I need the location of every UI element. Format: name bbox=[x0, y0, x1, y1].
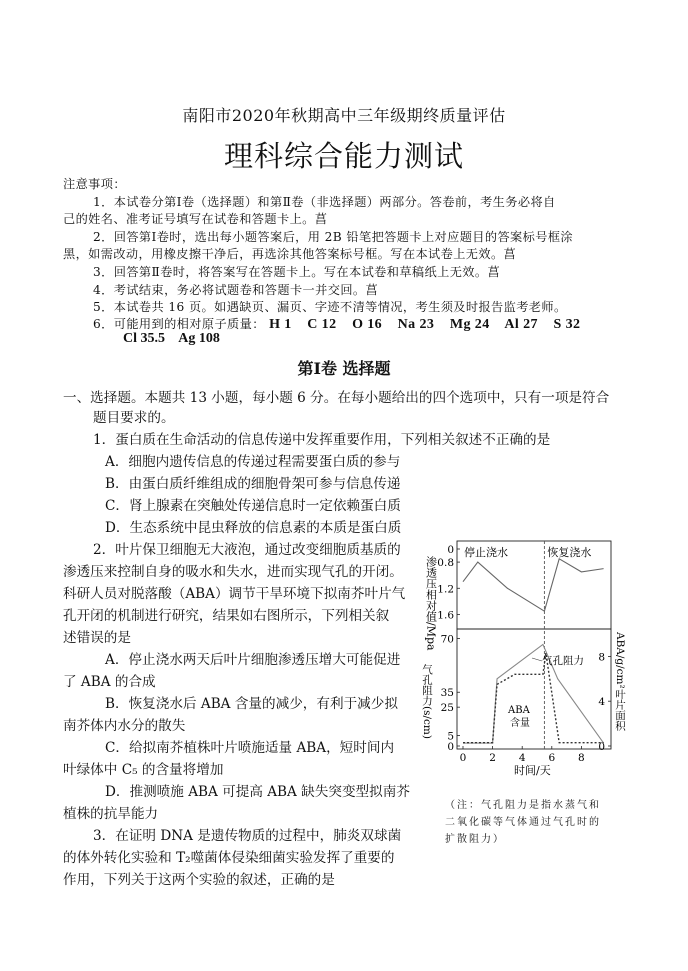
upper-y-tick-label: 0 bbox=[447, 544, 454, 556]
upper-y-label: 渗透压相对值/Mpa bbox=[424, 556, 438, 651]
q2-option-b-line-1: B．恢复浇水后 ABA 含量的减少，有利于减少拟 bbox=[105, 696, 398, 712]
q2-option-c-line-1: C．给拟南芥植株叶片喷施适量 ABA，短时间内 bbox=[105, 740, 395, 756]
phase-label-stop-water: 停止浇水 bbox=[464, 546, 508, 559]
q3-stem-line-1: 3．在证明 DNA 是遗传物质的过程中，肺炎双球菌 bbox=[93, 828, 402, 844]
part1-intro-line-b: 题目要求的。 bbox=[93, 410, 175, 426]
upper-y-tick-label: 1.2 bbox=[437, 583, 454, 596]
q1-stem: 1．蛋白质在生命活动的信息传递中发挥重要作用，下列相关叙述不正确的是 bbox=[93, 432, 551, 448]
annotation-stomatal-resistance: 气孔阻力 bbox=[542, 655, 584, 667]
x-tick-label: 6 bbox=[548, 752, 556, 764]
annotation-pointer bbox=[532, 658, 542, 661]
note-5: 5．本试卷共 16 页。如遇缺页、漏页、字迹不清等情况，考生须及时报告监考老师。 bbox=[93, 300, 567, 314]
lower-y-tick-label-left: 35 bbox=[440, 687, 454, 700]
note-3: 3．回答第Ⅱ卷时，将答案写在答题卡上。写在本试卷和草稿纸上无效。菖 bbox=[93, 265, 501, 279]
x-tick-label: 2 bbox=[489, 752, 496, 764]
chart-caption-line-a: （注：气孔阻力是指水蒸气和 bbox=[445, 800, 601, 811]
q2-stem-line-3: 科研人员对脱落酸（ABA）调节干旱环境下拟南芥叶片气 bbox=[63, 586, 406, 602]
part1-intro-line-a: 一、选择题。本题共 13 小题，每小题 6 分。在每小题给出的四个选项中，只有一项是符合 bbox=[63, 390, 610, 406]
note-1-line-a: 1．本试卷分第Ⅰ卷（选择题）和第Ⅱ卷（非选择题）两部分。答卷前，考生务必将自 bbox=[93, 195, 556, 209]
x-tick-label: 4 bbox=[518, 752, 526, 764]
exam-subtitle: 南阳市2020年秋期高中三年级期终质量评估 bbox=[182, 106, 506, 125]
lower-y-label-right: ABA/g/cm²叶片面积 bbox=[614, 632, 626, 731]
q2-option-a-line-2: 了 ABA 的合成 bbox=[63, 674, 156, 690]
q2-stem-line-5: 述错误的是 bbox=[63, 630, 131, 646]
atomic-masses: H 1 C 12 O 16 Na 23 Mg 24 Al 27 S 32 bbox=[269, 317, 581, 332]
lower-panel-frame bbox=[457, 629, 611, 749]
note-2-line-a: 2．回答第Ⅰ卷时，选出每小题答案后，用 2B 铅笔把答题卡上对应题目的答案标号框涂 bbox=[93, 230, 573, 244]
q2-option-b-line-2: 南芥体内水分的散失 bbox=[63, 718, 186, 734]
q2-option-a-line-1: A．停止浇水两天后叶片细胞渗透压增大可能促进 bbox=[105, 652, 401, 668]
lower-y-tick-label-left: 25 bbox=[440, 702, 454, 715]
note-2-line-b: 黑，如需改动，用橡皮擦干净后，再选涂其他答案标号框。写在本试卷上无效。菖 bbox=[63, 247, 517, 261]
note-4: 4．考试结束，务必将试题卷和答题卡一并交回。菖 bbox=[93, 283, 379, 297]
annotation-aba: ABA bbox=[508, 705, 530, 716]
lower-y-tick-label-right: 0 bbox=[598, 741, 605, 753]
q3-stem-line-3: 作用，下列关于这两个实验的叙述，正确的是 bbox=[63, 872, 335, 888]
atomic-masses-2: Cl 35.5 Ag 108 bbox=[123, 331, 220, 346]
q1-option-d: D．生态系统中昆虫释放的信息素的本质是蛋白质 bbox=[105, 520, 402, 536]
note-6-prefix: 6．可能用到的相对原子质量： bbox=[93, 317, 265, 331]
q2-option-c-line-2: 叶绿体中 C₅ 的含量将增加 bbox=[63, 762, 224, 778]
upper-y-tick-label: 1.6 bbox=[437, 609, 454, 622]
section-title: 第Ⅰ卷 选择题 bbox=[297, 359, 391, 378]
lower-y-tick-label-left: 70 bbox=[440, 633, 454, 646]
exam-title: 理科综合能力测试 bbox=[223, 139, 464, 173]
q1-option-a: A．细胞内遗传信息的传递过程需要蛋白质的参与 bbox=[105, 454, 401, 470]
q2-option-d-line-1: D．推测喷施 ABA 可提高 ABA 缺失突变型拟南芥 bbox=[105, 784, 410, 800]
q2-stem-line-2: 渗透压来控制自身的吸水和失水，进而实现气孔的开闭。 bbox=[63, 564, 403, 580]
lower-y-tick-label-right: 4 bbox=[598, 696, 605, 709]
q2-stem-line-1: 2．叶片保卫细胞无大液泡，通过改变细胞质基质的 bbox=[93, 542, 401, 558]
notes-heading: 注意事项： bbox=[63, 177, 126, 191]
chart-aba-stomata bbox=[418, 536, 628, 781]
note-1-line-b: 己的姓名、准考证号填写在试卷和答题卡上。菖 bbox=[63, 212, 328, 226]
q2-stem-line-4: 孔开闭的机制进行研究，结果如右图所示，下列相关叙 bbox=[63, 608, 390, 624]
q3-stem-line-2: 的体外转化实验和 T₂噬菌体侵染细菌实验发挥了重要的 bbox=[63, 850, 395, 866]
chart-caption-line-b: 二氧化碳等气体通过气孔时的 bbox=[445, 817, 601, 828]
q1-option-b: B．由蛋白质纤维组成的细胞骨架可参与信息传递 bbox=[105, 476, 401, 492]
lower-y-tick-label-right: 8 bbox=[598, 651, 605, 664]
lower-y-tick-label-left: 0 bbox=[447, 741, 454, 753]
series-osmotic-pressure bbox=[463, 559, 604, 611]
lower-y-tick-label-left: 5 bbox=[447, 730, 454, 743]
upper-y-tick-label: 0.8 bbox=[437, 557, 454, 570]
annotation-content: 含量 bbox=[510, 718, 530, 729]
x-tick-label: 8 bbox=[578, 752, 585, 764]
phase-label-resume-water: 恢复浇水 bbox=[547, 546, 592, 559]
x-axis-label: 时间/天 bbox=[514, 764, 551, 777]
x-tick-label: 0 bbox=[459, 752, 467, 764]
lower-y-label-left: 气孔阻力(s/cm) bbox=[421, 664, 433, 739]
chart-caption-line-c: 扩散阻力） bbox=[445, 834, 505, 845]
q1-option-c: C．肾上腺素在突触处传递信息时一定依赖蛋白质 bbox=[105, 498, 401, 514]
q2-option-d-line-2: 植株的抗旱能力 bbox=[63, 806, 159, 822]
